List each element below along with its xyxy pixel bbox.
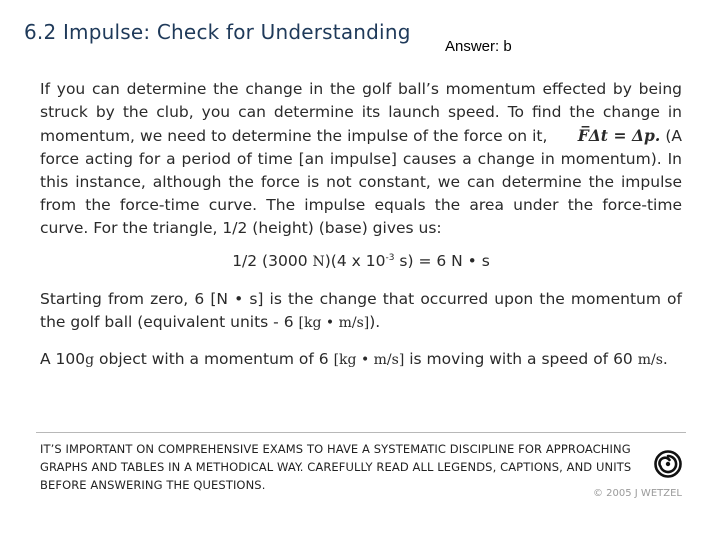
p2-unit: [kg • m/s] — [298, 315, 370, 331]
formula-part-c: s) = 6 N • s — [399, 252, 490, 270]
p3-text-b: object with a momentum of 6 — [99, 350, 329, 368]
spiral-logo-icon — [654, 450, 682, 478]
copyright-notice: © 2005 J WETZEL — [593, 488, 682, 499]
impulse-equation: F̅Δt = Δp. — [577, 126, 661, 145]
p3-text-c: is moving with a speed of 60 — [409, 350, 633, 368]
p2-text-a: Starting from zero, 6 [N • s] is the change that occurred upon the momentum of the golf ball (equivalent units - 6 — [40, 290, 682, 331]
formula-unit-n: N — [312, 254, 325, 270]
paragraph-momentum-change — [40, 288, 682, 335]
intro-rest: (A force acting for a period of time [an impulse] causes a change in momentum). In this instance, although the force is not constant, we can determine the impulse from the force-time curve. The impulse equals the area under the force-time curve. For the triangle, 1/2 (height) (base) gives us: — [40, 127, 682, 237]
answer-label: Answer: b — [445, 38, 512, 55]
explanation-card — [36, 74, 686, 508]
p3-text-a: A 100 — [40, 350, 86, 368]
paragraph-speed — [40, 348, 682, 372]
footer-divider — [36, 432, 686, 433]
formula-part-a: 1/2 (3000 — [232, 252, 308, 270]
paragraph-impulse-intro — [40, 78, 682, 240]
exam-tip: IT’S IMPORTANT ON COMPREHENSIVE EXAMS TO HAVE A SYSTEMATIC DISCIPLINE FOR APPROACHING GRAPHS AND TABLES IN A METHODICAL WAY. CAREFULLY READ ALL LEGENDS, CAPTIONS, AND UNITS BEFORE ANSWERING THE QUESTIONS. — [40, 442, 632, 492]
p3-unit-g: g — [85, 352, 95, 368]
p3-unit-momentum: [kg • m/s] — [333, 352, 405, 368]
formula-part-b: )(4 x 10 — [324, 252, 386, 270]
p3-unit-speed: m/s — [637, 352, 663, 368]
intro-text: If you can determine the change in the golf ball’s momentum effected by being struck by the club, you can determine its launch speed. To find the change in momentum, we need to determine the impulse of the force on it, — [40, 80, 682, 145]
p2-text-b: ). — [369, 313, 381, 331]
impulse-formula — [36, 252, 686, 270]
formula-exponent: -3 — [385, 252, 395, 263]
p3-text-d: . — [662, 350, 668, 368]
slide-title: 6.2 Impulse: Check for Understanding — [24, 20, 411, 44]
